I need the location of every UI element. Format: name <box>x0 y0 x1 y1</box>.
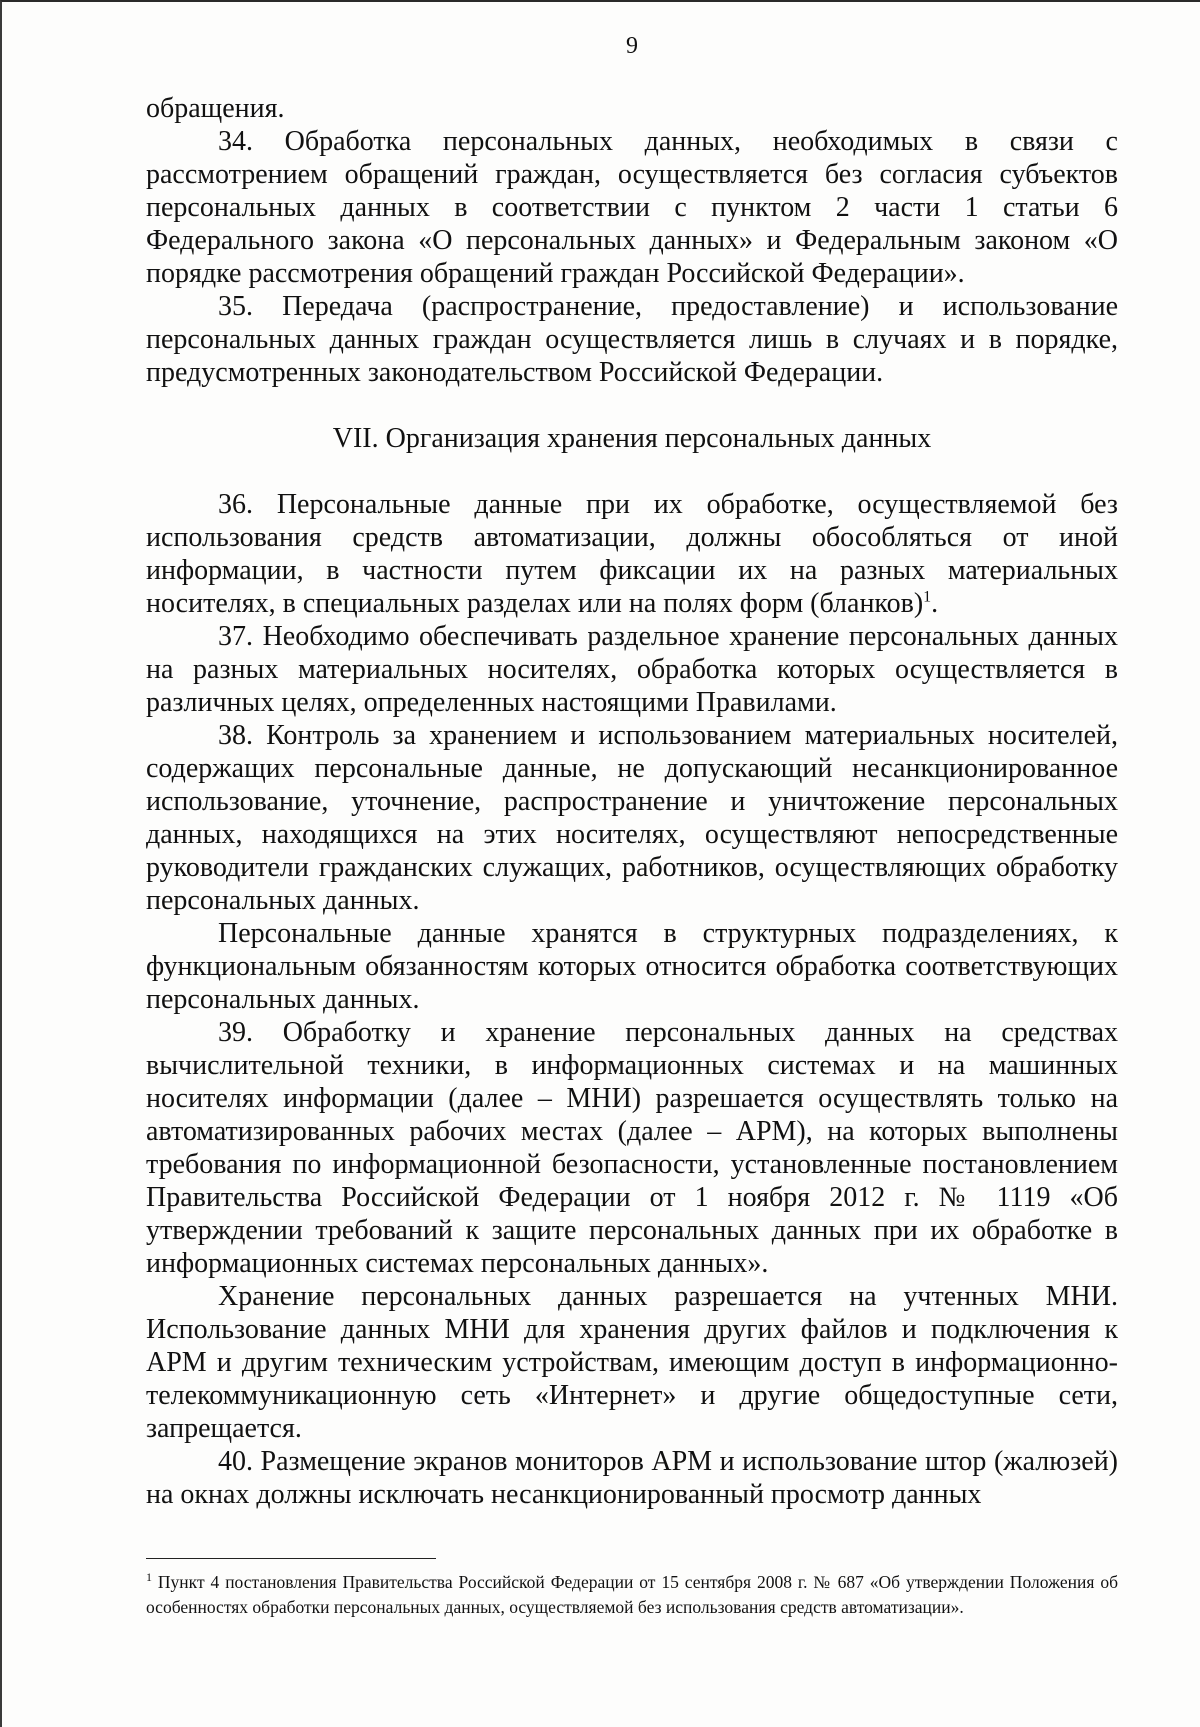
page-number: 9 <box>626 33 638 59</box>
paragraph-40: 40. Размещение экранов мониторов АРМ и использование штор (жалюзей) на окнах должны исключать несанкционированный просмотр данных <box>146 1446 1118 1510</box>
document-body <box>146 92 1118 1511</box>
paragraph-continued: обращения. <box>146 93 285 124</box>
paragraph-36-text: 36. Персональные данные при их обработке, осуществляемой без использования средств автоматизации, должны обособляться от иной информации, в частности путем фиксации их на разных материальных носителях, в специальных разделах или на полях форм (бланков) <box>146 489 1118 619</box>
paragraph-38-storage: Персональные данные хранятся в структурных подразделениях, к функциональным обязанностям которых относится обработка соответствующих персональных данных. <box>146 918 1118 1015</box>
paragraph-35: 35. Передача (распространение, предоставление) и использование персональных данных граждан осуществляется лишь в случаях и в порядке, предусмотренных законодательством Российской Федерации. <box>146 291 1118 388</box>
footnote-mark: 1 <box>146 1570 152 1585</box>
paragraph-36 <box>146 488 1118 620</box>
paragraph-39-storage: Хранение персональных данных разрешается на учтенных МНИ. Использование данных МНИ для хранения других файлов и подключения к АРМ и другим техническим устройствам, имеющим доступ в информационно-телекоммуникационную сеть «Интернет» и другие общедоступные сети, запрещается. <box>146 1281 1118 1444</box>
footnote <box>146 1570 1118 1620</box>
section-heading: VII. Организация хранения персональных данных <box>332 423 932 454</box>
footnote-divider <box>146 1558 436 1559</box>
paragraph-38: 38. Контроль за хранением и использованием материальных носителей, содержащих персональные данные, не допускающий несанкционированное использование, уточнение, распространение и уничтожение персональных данных, находящихся на этих носителях, осуществляют непосредственные руководители гражданских служащих, работников, осуществляющих обработку персональных данных. <box>146 720 1118 916</box>
footnote-reference: 1 <box>923 588 932 606</box>
paragraph-37: 37. Необходимо обеспечивать раздельное хранение персональных данных на разных материальных носителях, обработка которых осуществляется в различных целях, определенных настоящими Правилами. <box>146 621 1118 718</box>
footnote-text: Пункт 4 постановления Правительства Российской Федерации от 15 сентября 2008 г. № 687 «Об утверждении Положения об особенностях обработки персональных данных, осуществляемой без использования средств автоматизации». <box>146 1572 1118 1617</box>
paragraph-34: 34. Обработка персональных данных, необходимых в связи с рассмотрением обращений граждан, осуществляется без согласия субъектов персональных данных в соответствии с пунктом 2 части 1 статьи 6 Федерального закона «О персональных данных» и Федеральным законом «О порядке рассмотрения обращений граждан Российской Федерации». <box>146 126 1118 289</box>
paragraph-39: 39. Обработку и хранение персональных данных на средствах вычислительной техники, в информационных системах и на машинных носителях информации (далее – МНИ) разрешается осуществлять только на автоматизированных рабочих местах (далее – АРМ), на которых выполнены требования по информационной безопасности, установленные постановлением Правительства Российской Федерации от 1 ноября 2012 г. № 1119 «Об утверждении требований к защите персональных данных при их обработке в информационных системах персональных данных». <box>146 1017 1118 1279</box>
paragraph-36-end: . <box>931 588 939 619</box>
